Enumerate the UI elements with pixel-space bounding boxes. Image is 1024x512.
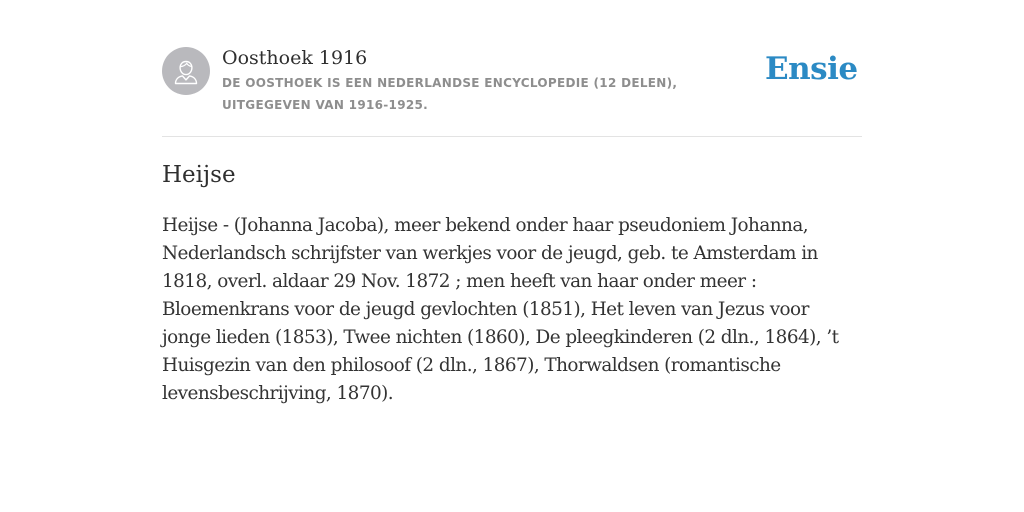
ensie-logo[interactable]: Ensie — [765, 51, 858, 87]
source-description: DE OOSTHOEK IS EEN NEDERLANDSE ENCYCLOPEDIE (12 DELEN), UITGEGEVEN VAN 1916-1925. — [222, 76, 678, 112]
article-title: Heijse — [162, 162, 236, 188]
source-title[interactable]: Oosthoek 1916 — [222, 47, 368, 69]
user-silhouette-icon — [162, 47, 210, 95]
source-header — [162, 44, 862, 137]
article-body: Heijse - (Johanna Jacoba), meer bekend onder haar pseudoniem Johanna, Nederlandsch schrijfster van werkjes voor de jeugd, geb. te Amsterdam in 1818, overl. aldaar 29 Nov. 1872 ; men heeft van haar onder meer : Bloemenkrans voor de jeugd gevlochten (1851), Het leven van Jezus voor jonge lieden (1853), Twee nichten (1860), De pleegkinderen (2 dln., 1864), ’t Huisgezin van den philosoof (2 dln., 1867), Thorwaldsen (romantische levensbeschrijving, 1870). — [162, 215, 839, 404]
source-avatar — [162, 47, 210, 95]
